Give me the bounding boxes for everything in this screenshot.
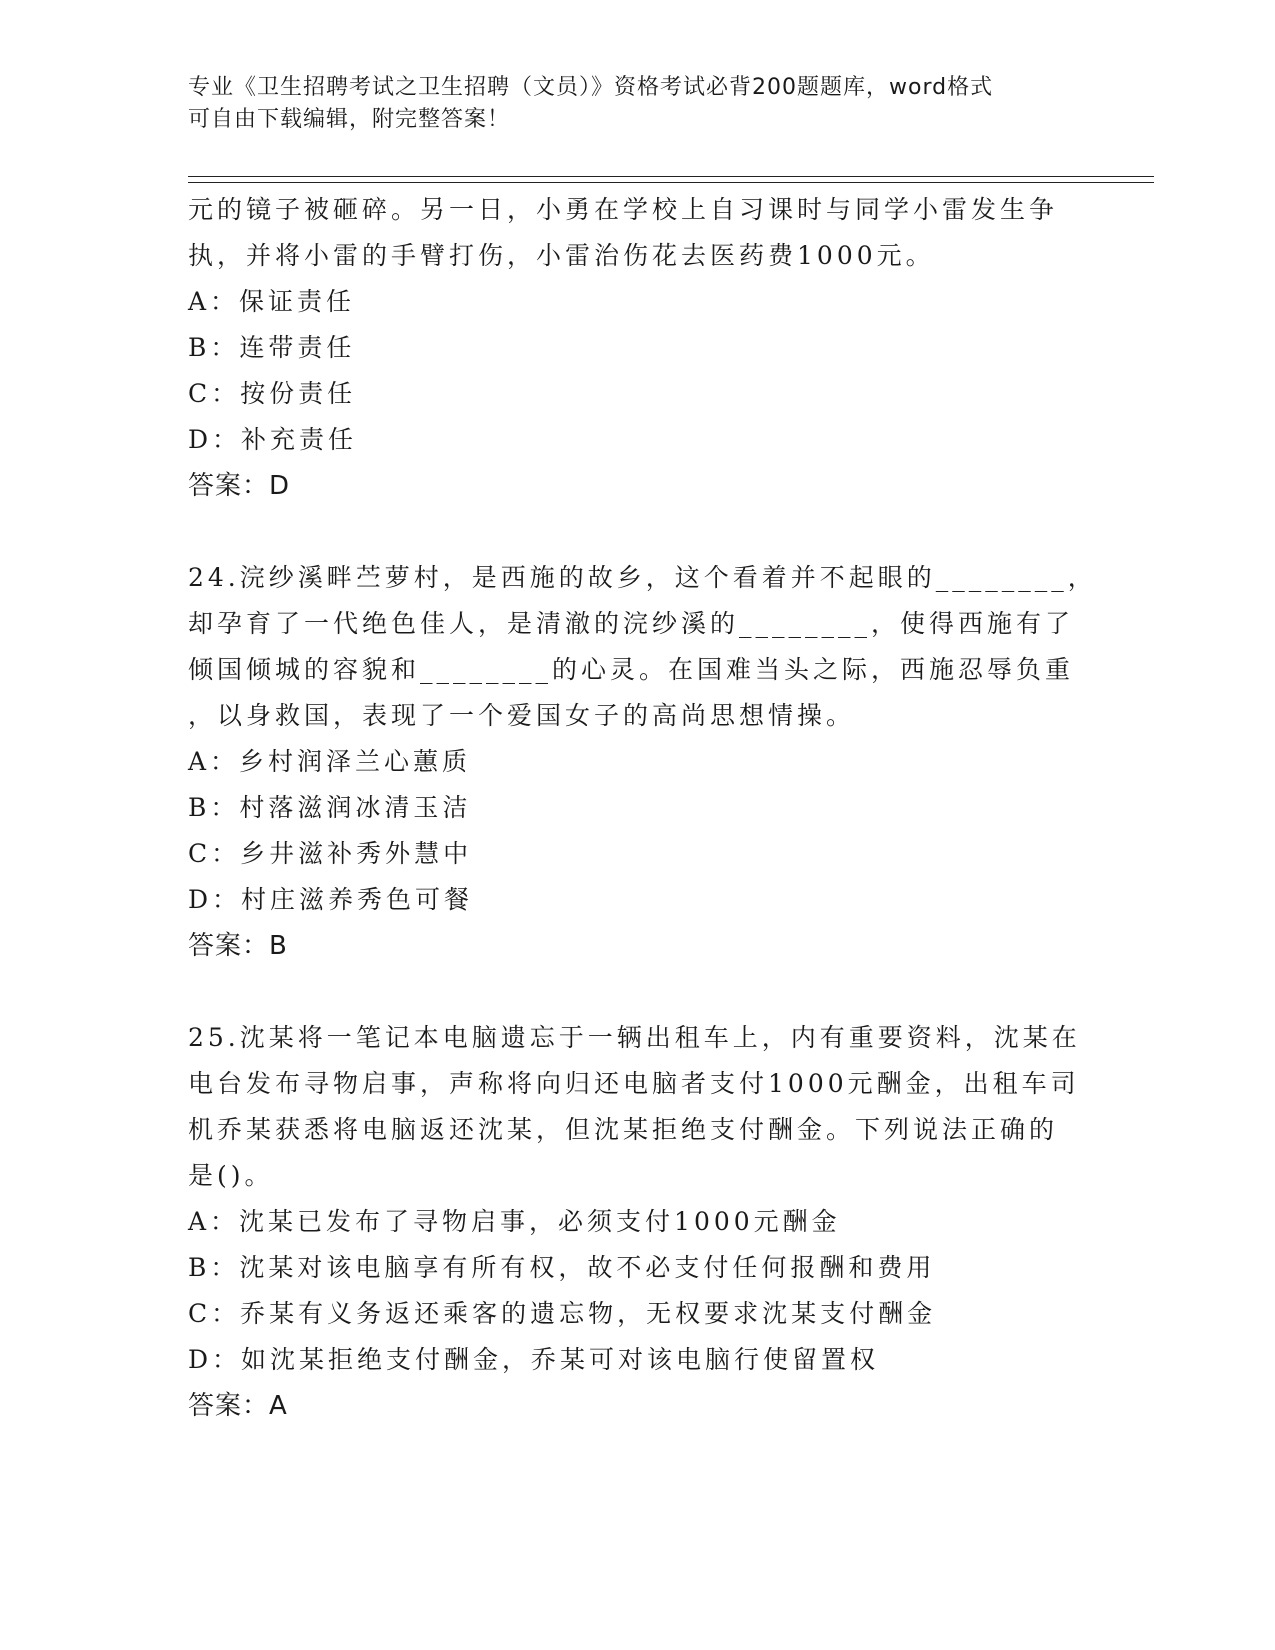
question-text-line: 执，并将小雷的手臂打伤，小雷治伤花去医药费1000元。: [188, 241, 935, 270]
spacer: [188, 509, 1088, 555]
question-text-line: 电台发布寻物启事，声称将向归还电脑者支付1000元酬金，出租车司: [188, 1069, 1080, 1098]
option-b: B：沈某对该电脑享有所有权，故不必支付任何报酬和费用: [188, 1253, 936, 1282]
question-text-line: 却孕育了一代绝色佳人，是清澈的浣纱溪的________，使得西施有了: [188, 609, 1075, 638]
option-b: B：村落滋润冰清玉洁: [188, 793, 472, 822]
option-d: D：补充责任: [188, 425, 358, 454]
question-text-line: 24.浣纱溪畔苎萝村，是西施的故乡，这个看着并不起眼的________，: [188, 563, 1097, 592]
page-header: [188, 72, 1068, 136]
option-a: A：乡村润泽兰心蕙质: [188, 747, 472, 776]
question-24: [188, 555, 1097, 969]
header-rule-top: [188, 176, 1154, 177]
question-23-continued: [188, 187, 1088, 509]
document-body: [188, 187, 1097, 1429]
question-text-line: 25.沈某将一笔记本电脑遗忘于一辆出租车上，内有重要资料，沈某在: [188, 1023, 1081, 1052]
option-c: C：按份责任: [188, 379, 357, 408]
option-c: C：乔某有义务返还乘客的遗忘物，无权要求沈某支付酬金: [188, 1299, 937, 1328]
header-line-1: 专业《卫生招聘考试之卫生招聘（文员）》资格考试必背200题题库，word格式: [188, 75, 994, 100]
question-text-line: 元的镜子被砸碎。另一日，小勇在学校上自习课时与同学小雷发生争: [188, 195, 1059, 224]
answer-line: 答案：D: [188, 471, 291, 501]
question-text-line: ，以身救国，表现了一个爱国女子的高尚思想情操。: [188, 701, 856, 730]
question-text-line: 倾国倾城的容貌和________的心灵。在国难当头之际，西施忍辱负重: [188, 655, 1075, 684]
option-a: A：保证责任: [188, 287, 356, 316]
option-d: D：如沈某拒绝支付酬金，乔某可对该电脑行使留置权: [188, 1345, 880, 1374]
option-b: B：连带责任: [188, 333, 356, 362]
answer-line: 答案：B: [188, 931, 288, 961]
option-d: D：村庄滋养秀色可餐: [188, 885, 474, 914]
option-c: C：乡井滋补秀外慧中: [188, 839, 473, 868]
question-text-line: 机乔某获悉将电脑返还沈某，但沈某拒绝支付酬金。下列说法正确的: [188, 1115, 1059, 1144]
option-a: A：沈某已发布了寻物启事，必须支付1000元酬金: [188, 1207, 841, 1236]
question-text-line: 是()。: [188, 1161, 274, 1190]
header-line-2: 可自由下载编辑，附完整答案！: [188, 107, 511, 132]
answer-line: 答案：A: [188, 1391, 288, 1421]
spacer: [188, 969, 1088, 1015]
question-25: [188, 1015, 1088, 1429]
header-rule-bottom: [188, 182, 1154, 183]
